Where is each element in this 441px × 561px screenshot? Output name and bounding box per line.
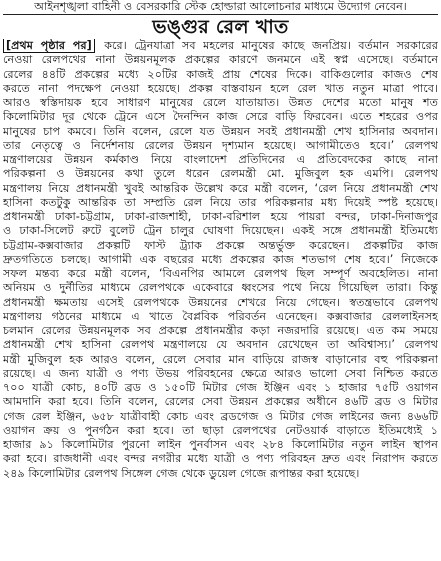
body-line: হাজার ৯১ কিলোমিটার পুরনো লাইন পুনর্বাসন এবং ২৮৪ কিলোমিটার নতুন লাইন স্থাপন — [3, 438, 438, 451]
body-line: আমদানি করা হবে। তিনি বলেন, রেলের সেবা উন্নয়ন প্রকল্পের অধীনে ৪৬টি ব্রড ও মিটার — [3, 395, 438, 409]
body-line: প্রধানমন্ত্রী ক্ষমতায় এসেই রেলপথকে উন্নয়নের শেখরে নিয়ে গেছেন। স্বতন্ত্রভাবে রেলপথ — [3, 295, 438, 309]
body-line: করা হবে। রাজধানী এবং বন্দর নগরীর মধ্যে যাত্রী ও পণ্য পরিবহন দ্রুত এবং নিরাপদ করতে — [3, 452, 438, 466]
body-line: মন্ত্রণালয়ের উন্নয়ন কর্মকাণ্ড নিয়ে বাংলাদেশ প্রতিদিনের এ প্রতিবেদকের কাছে নানা — [3, 153, 438, 166]
body-line: মন্ত্রী মুজিবুল হক আরও বলেন, রেলে সেবার মান বাড়িয়ে রাজস্ব বাড়ানোর বহু পরিকল্পনা — [3, 352, 438, 366]
article-headline: ভঙ্গুর রেল খাত — [152, 16, 289, 38]
body-line: অনিয়ম ও দুর্নীতির মাধ্যমে রেলপথকে একেবারে ধ্বংসের পথে নিয়ে গিয়েছিল তারা। কিন্তু — [3, 281, 438, 295]
body-line: আরও স্বস্তিদায়ক হবে সাধারণ মানুষের রেলে যাতায়াত। উন্নত দেশের মতো মানুষ শত — [3, 96, 438, 109]
body-line: গেজ রেল ইঞ্জিন, ৬৫৮ যাত্রীবাহী কোচ এবং ব্রডগেজ ও মিটার গেজ লাইনের জন্য ৪৬৬টি — [3, 409, 438, 423]
body-line: করতে নানা পদক্ষেপ নেওয়া হয়েছে। প্রকল্প বাস্তবায়ন হলে রেল খাত নতুন মাত্রা পাবে। — [3, 81, 438, 95]
body-line: পরিকল্পনা ও উন্নয়নের কথা তুলে ধরেন রেলমন্ত্রী মো. মুজিবুল হক এমপি। রেলপথ — [3, 167, 438, 181]
body-line: সফল মন্তব্য করে মন্ত্রী বলেন, ‘বিএনপির আমলে রেলপথ ছিল সম্পূর্ণ অবহেলিত। নানা — [3, 267, 438, 280]
body-line: তার নেতৃত্বে ও নির্দেশনায় রেলের উন্নয়ন দৃশ্যমান হয়েছে। আগামীতেও হবে।’ রেলপথ — [3, 138, 438, 152]
article-body — [3, 39, 438, 481]
body-line: দ্রুতগতিতে চলছে। আগামী এক বছরের মধ্যে প্রকল্পের কাজ শতভাগ শেষ হবে।’ নিজেকে — [3, 252, 438, 266]
body-line: প্রধানমন্ত্রী ঢাকা-চট্টগ্রাম, ঢাকা-রাজশাহী, ঢাকা-বরিশাল হয়ে পায়রা বন্দর, ঢাকা-দিনাজপুর — [3, 210, 438, 223]
body-line: মানুষের চাপ কমবে। তিনি বলেন, রেলে যত উন্নয়ন সবই প্রধানমন্ত্রী শেখ হাসিনার অবদান। — [3, 124, 438, 138]
body-line — [3, 39, 438, 53]
body-line: রেলের ৪৪টি প্রকল্পের মধ্যে ২০টির কাজই প্রায় শেষের দিকে। বাকিগুলোর কাজও শেষ — [3, 67, 438, 81]
body-line: চট্টগ্রাম-কক্সবাজার প্রকল্পটি ফাস্ট ট্র্যাক প্রকল্পে অন্তর্ভুক্ত করেছেন। প্রকল্পটির কাজ — [3, 238, 438, 252]
body-line: চলমান রেলের উন্নয়নমূলক সব প্রকল্পে প্রধানমন্ত্রীর কড়া নজরদারি রয়েছে। এত কম সময়ে — [3, 324, 438, 337]
previous-article-tail: আইনশৃঙ্খলা বাহিনী ও বেসরকারি স্টেক হোল্ডারা আলোচনার মাধ্যমে উদ্যোগ নেবেন। — [3, 0, 438, 15]
body-line: মন্ত্রণালয় গঠনের মাধ্যমে এ খাতে বৈপ্লবিক পরিবর্তন এনেছেন। কক্সবাজার রেললাইনসহ — [3, 309, 438, 323]
body-line: ৭০০ যাত্রী কোচ, ৪০টি ব্রড ও ১৫০টি মিটার গেজ ইঞ্জিন এবং ১ হাজার ৭৫টি ওয়াগন — [3, 381, 438, 394]
body-line: হাসিনা কতটুকু আন্তরিক তা সম্প্রতি রেল নিয়ে তার পরিকল্পনার মধ্য দিয়েই স্পষ্ট হয়েছে। — [3, 195, 438, 209]
body-line: মন্ত্রণালয় নিয়ে প্রধানমন্ত্রী খুবই আন্তরিক উল্লেখ করে মন্ত্রী বলেন, ‘রেল নিয়ে প্রধানমন্ত্রী শেখ — [3, 181, 438, 195]
body-line: রয়েছে। এ জন্য যাত্রী ও পণ্য উভয় পরিবহনের ক্ষেত্রে আরও ভালো সেবা নিশ্চিত করতে — [3, 366, 438, 380]
body-line: ওয়াগন ক্রয় ও পুনর্গঠন করা হবে। তা ছাড়া রেলপথের নেটওয়ার্ক বাড়াতে ইতিমধ্যেই ১ — [3, 423, 438, 437]
body-line: প্রধানমন্ত্রী শেখ হাসিনা রেলপথ মন্ত্রণালয়ে যে অবদান রেখেছেন তা অবিশ্বাস্য।’ রেলপথ — [3, 338, 438, 352]
continued-from-front-page-label: [প্রথম পৃষ্ঠার পর] — [3, 39, 95, 53]
body-line-text: করে। ট্রেনযাত্রা সব মহলের মানুষের কাছে জনপ্রিয়। বর্তমান সরকারের — [104, 39, 438, 52]
body-line: কিলোমিটার দূর থেকে ট্রেনে এসে দৈনন্দিন কাজ সেরে বাড়ি ফিরবেন। এতে শহরের ওপর — [3, 110, 438, 124]
body-line: ২৪৯ কিলোমিটার রেলপথ সিঙ্গেল গেজ থেকে ডুয়েল গেজে রূপান্তর করা হয়েছে। — [3, 466, 360, 480]
body-line: নেওয়া রেলপথের নানা উন্নয়নমূলক প্রকল্পের কারণে জনমনে এই স্বপ্ন এসেছে। বর্তমানে — [3, 53, 438, 67]
body-line: ও ঢাকা-সিলেট রুটে বুলেট ট্রেন চালুর ঘোষণা দিয়েছেন। একই সঙ্গে প্রধানমন্ত্রী ইতিমধ্যে — [3, 224, 438, 238]
